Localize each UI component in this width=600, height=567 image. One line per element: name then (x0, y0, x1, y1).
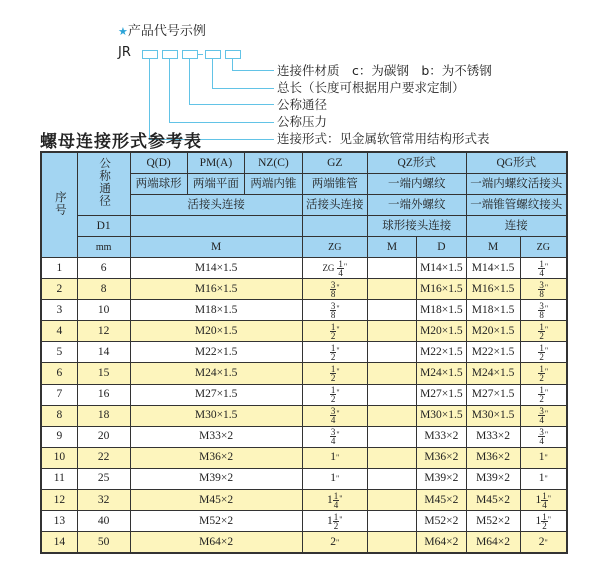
inch-mark: " (544, 453, 548, 463)
header-qg-conn2: 连接 (466, 216, 567, 237)
fraction: $\frac{3}{8}$ (330, 279, 336, 299)
nut-connection-table (40, 151, 568, 554)
cell-qz-d: M27×1.5 (417, 384, 466, 405)
cell-qg-m: M22×1.5 (466, 342, 520, 363)
cell-zg (302, 300, 367, 321)
cell-qz-m (367, 532, 416, 554)
cell-m: M18×1.5 (130, 300, 302, 321)
cell-qg-zg (520, 511, 567, 532)
header-qz-m: M (367, 237, 416, 258)
fraction: $\frac{1}{2}$ (542, 511, 547, 531)
header-qz-conn2: 球形接头连接 (367, 216, 466, 237)
cell-qz-m (367, 511, 416, 532)
header-qg-m: M (466, 237, 520, 258)
cell-qg-m: M39×2 (466, 468, 520, 489)
fraction: $\frac{1}{2}$ (539, 321, 544, 341)
inch-mark: " (336, 409, 340, 419)
code-prefix: JR (118, 45, 131, 60)
inch-mark: " (336, 282, 340, 292)
cell-m: M52×2 (130, 511, 302, 532)
cell-m: M27×1.5 (130, 384, 302, 405)
fraction: $\frac{1}{2}$ (330, 385, 336, 405)
cell-zg (302, 405, 367, 426)
code-desc-material: 连接件材质 c：为碳钢 b：为不锈钢 (277, 63, 492, 78)
fraction: $\frac{1}{4}$ (338, 258, 343, 278)
cell-qz-m (367, 363, 416, 384)
inch-mark: " (336, 474, 340, 484)
cell-qg-m: M20×1.5 (466, 321, 520, 342)
cell-qg-zg (520, 405, 567, 426)
inch-mark: " (544, 303, 549, 313)
cell-qz-d: M64×2 (417, 532, 466, 554)
inch-mark: " (544, 388, 549, 398)
header-qz-desc: 一端内螺纹 (367, 174, 466, 195)
cell-m: M39×2 (130, 468, 302, 489)
code-box (162, 50, 178, 59)
cell-qg-m: M18×1.5 (466, 300, 520, 321)
table-row (41, 532, 567, 554)
cell-m: M22×1.5 (130, 342, 302, 363)
cell-qz-m (367, 405, 416, 426)
cell-zg (302, 447, 367, 468)
inch-mark: " (544, 367, 549, 377)
whole: 2 (538, 535, 545, 548)
fraction: $\frac{3}{4}$ (330, 427, 336, 447)
code-dash (198, 54, 203, 55)
cell-dn: 12 (77, 321, 130, 342)
header-nz: NZ(C) (245, 152, 302, 174)
fraction: $\frac{3}{4}$ (539, 427, 544, 447)
cell-dn: 8 (77, 279, 130, 300)
table-row (41, 384, 567, 405)
cell-qz-d: M52×2 (417, 511, 466, 532)
header-qz: QZ形式 (367, 152, 466, 174)
table-row (41, 363, 567, 384)
table-row (41, 468, 567, 489)
cell-seq: 4 (41, 321, 77, 342)
cell-seq: 13 (41, 511, 77, 532)
code-desc-diameter: 公称通径 (277, 97, 328, 112)
cell-seq: 10 (41, 447, 77, 468)
cell-zg (302, 384, 367, 405)
table-row (41, 258, 567, 279)
fraction: $\frac{1}{4}$ (539, 258, 544, 278)
cell-qz-m (367, 279, 416, 300)
cell-qz-d: M36×2 (417, 447, 466, 468)
header-q: Q(D) (130, 152, 187, 174)
cell-qz-d: M22×1.5 (417, 342, 466, 363)
fraction: $\frac{3}{8}$ (330, 300, 336, 320)
code-box (182, 50, 198, 59)
star-icon: ★ (118, 25, 128, 38)
fraction: $\frac{1}{4}$ (542, 490, 547, 510)
fraction: $\frac{3}{4}$ (330, 406, 336, 426)
cell-dn: 22 (77, 447, 130, 468)
inch-mark: " (336, 453, 340, 463)
fraction: $\frac{1}{2}$ (539, 342, 544, 362)
cell-dn: 15 (77, 363, 130, 384)
code-example-title: ★产品代号示例 (118, 24, 206, 39)
inch-mark: " (544, 282, 549, 292)
cell-qg-zg (520, 468, 567, 489)
inch-mark: " (544, 474, 548, 484)
header-gz: GZ (302, 152, 367, 174)
fraction: $\frac{1}{2}$ (539, 364, 544, 384)
cell-zg (302, 363, 367, 384)
table-row (41, 279, 567, 300)
cell-seq: 9 (41, 426, 77, 447)
cell-qg-zg (520, 384, 567, 405)
header-nz-desc: 两端内锥 (245, 174, 302, 195)
fraction: $\frac{1}{2}$ (333, 511, 339, 531)
cell-dn: 20 (77, 426, 130, 447)
inch-mark: " (336, 303, 340, 313)
cell-qg-zg (520, 490, 567, 511)
cell-qz-m (367, 258, 416, 279)
header-gz-conn: 活接头连接 (302, 195, 367, 216)
cell-qg-m: M16×1.5 (466, 279, 520, 300)
cell-qz-d: M30×1.5 (417, 405, 466, 426)
table-row (41, 321, 567, 342)
fraction: $\frac{3}{8}$ (539, 279, 544, 299)
code-desc-pressure: 公称压力 (277, 114, 328, 129)
cell-qz-d: M45×2 (417, 490, 466, 511)
header-mm: mm (77, 237, 130, 258)
whole: 1 (330, 451, 336, 464)
cell-qz-m (367, 490, 416, 511)
header-qz-conn: 一端外螺纹 (367, 195, 466, 216)
cell-seq: 3 (41, 300, 77, 321)
whole: 1 (327, 514, 333, 527)
whole: 1 (330, 472, 336, 485)
header-qg: QG形式 (466, 152, 567, 174)
inch-mark: " (343, 261, 348, 271)
table-row (41, 511, 567, 532)
header-nominal: 公称通径 (77, 152, 130, 216)
header-gz-desc: 两端锥管 (302, 174, 367, 195)
code-box (205, 50, 221, 59)
cell-m: M45×2 (130, 490, 302, 511)
inch-mark: " (544, 324, 549, 334)
cell-seq: 14 (41, 532, 77, 554)
cell-m: M20×1.5 (130, 321, 302, 342)
cell-qg-m: M45×2 (466, 490, 520, 511)
cell-qg-zg (520, 426, 567, 447)
fraction: $\frac{3}{4}$ (539, 406, 544, 426)
cell-zg (302, 279, 367, 300)
cell-zg (302, 532, 367, 554)
cell-zg (302, 258, 367, 279)
cell-dn: 32 (77, 490, 130, 511)
cell-dn: 16 (77, 384, 130, 405)
fraction: $\frac{1}{4}$ (333, 490, 339, 510)
cell-qg-m: M33×2 (466, 426, 520, 447)
cell-qg-zg (520, 258, 567, 279)
section-title: 螺母连接形式参考表 (40, 132, 202, 152)
cell-m: M24×1.5 (130, 363, 302, 384)
inch-mark: " (544, 409, 549, 419)
cell-m: M64×2 (130, 532, 302, 554)
cell-seq: 8 (41, 405, 77, 426)
header-m: M (130, 237, 302, 258)
cell-qg-m: M24×1.5 (466, 363, 520, 384)
zg-prefix: ZG (322, 262, 335, 273)
cell-qz-m (367, 447, 416, 468)
cell-qz-d: M24×1.5 (417, 363, 466, 384)
cell-qz-d: M14×1.5 (417, 258, 466, 279)
table-row (41, 447, 567, 468)
cell-qz-m (367, 384, 416, 405)
cell-qg-zg (520, 532, 567, 554)
cell-m: M14×1.5 (130, 258, 302, 279)
cell-dn: 14 (77, 342, 130, 363)
cell-dn: 18 (77, 405, 130, 426)
cell-qz-d: M33×2 (417, 426, 466, 447)
cell-dn: 25 (77, 468, 130, 489)
cell-qg-m: M64×2 (466, 532, 520, 554)
cell-dn: 6 (77, 258, 130, 279)
whole: 1 (538, 451, 545, 464)
cell-qg-zg (520, 300, 567, 321)
cell-dn: 10 (77, 300, 130, 321)
code-box (225, 50, 241, 59)
cell-m: M16×1.5 (130, 279, 302, 300)
inch-mark: " (336, 388, 340, 398)
header-pm: PM(A) (187, 152, 245, 174)
inch-mark: " (544, 537, 548, 547)
inch-mark: " (544, 261, 549, 271)
inch-mark: " (336, 324, 340, 334)
header-qg-desc: 一端内螺纹活接头 (466, 174, 567, 195)
cell-seq: 2 (41, 279, 77, 300)
code-box (142, 50, 158, 59)
cell-qz-m (367, 321, 416, 342)
inch-mark: " (336, 430, 340, 440)
inch-mark: " (336, 537, 340, 547)
inch-mark: " (544, 345, 549, 355)
table-row (41, 426, 567, 447)
cell-qg-m: M52×2 (466, 511, 520, 532)
whole: 1 (535, 514, 542, 527)
cell-seq: 11 (41, 468, 77, 489)
header-d1: D1 (77, 216, 130, 237)
table-row (41, 300, 567, 321)
cell-qg-zg (520, 342, 567, 363)
cell-m: M33×2 (130, 426, 302, 447)
inch-mark: " (547, 514, 552, 524)
header-qg-conn: 一端锥管螺纹接头 (466, 195, 567, 216)
cell-seq: 12 (41, 490, 77, 511)
cell-m: M30×1.5 (130, 405, 302, 426)
fraction: $\frac{1}{2}$ (330, 321, 336, 341)
cell-qg-m: M36×2 (466, 447, 520, 468)
cell-zg (302, 490, 367, 511)
cell-dn: 50 (77, 532, 130, 554)
table-row (41, 405, 567, 426)
header-qz-d: D (417, 237, 466, 258)
fraction: $\frac{1}{2}$ (330, 364, 336, 384)
cell-zg (302, 426, 367, 447)
cell-qg-m: M27×1.5 (466, 384, 520, 405)
fraction: $\frac{1}{2}$ (330, 342, 336, 362)
cell-seq: 6 (41, 363, 77, 384)
cell-seq: 7 (41, 384, 77, 405)
code-desc-connection: 连接形式：见金属软管常用结构形式表 (277, 131, 490, 146)
cell-qz-m (367, 342, 416, 363)
header-pm-desc: 两端平面 (187, 174, 245, 195)
cell-qz-d: M16×1.5 (417, 279, 466, 300)
whole: 1 (535, 493, 542, 506)
cell-qg-m: M30×1.5 (466, 405, 520, 426)
cell-dn: 40 (77, 511, 130, 532)
whole: 1 (538, 472, 545, 485)
whole: 1 (327, 493, 333, 506)
header-zg: ZG (302, 237, 367, 258)
cell-qg-zg (520, 447, 567, 468)
inch-mark: " (339, 493, 343, 503)
cell-seq: 1 (41, 258, 77, 279)
cell-qz-m (367, 300, 416, 321)
inch-mark: " (339, 514, 343, 524)
table-row (41, 490, 567, 511)
cell-qg-m: M14×1.5 (466, 258, 520, 279)
cell-qz-m (367, 468, 416, 489)
cell-m: M36×2 (130, 447, 302, 468)
cell-qz-d: M39×2 (417, 468, 466, 489)
inch-mark: " (547, 493, 552, 503)
fraction: $\frac{1}{2}$ (539, 385, 544, 405)
header-qg-zg: ZG (520, 237, 567, 258)
inch-mark: " (544, 430, 549, 440)
cell-zg (302, 342, 367, 363)
header-q-desc: 两端球形 (130, 174, 187, 195)
header-seq: 序号 (41, 152, 77, 258)
fraction: $\frac{3}{8}$ (539, 300, 544, 320)
inch-mark: " (336, 367, 340, 377)
cell-qz-m (367, 426, 416, 447)
cell-zg (302, 511, 367, 532)
header-qpn-conn: 活接头连接 (130, 195, 302, 216)
whole: 2 (330, 535, 336, 548)
cell-qg-zg (520, 363, 567, 384)
table-row (41, 342, 567, 363)
cell-zg (302, 468, 367, 489)
cell-qg-zg (520, 279, 567, 300)
inch-mark: " (336, 345, 340, 355)
cell-zg (302, 321, 367, 342)
cell-qz-d: M18×1.5 (417, 300, 466, 321)
cell-qg-zg (520, 321, 567, 342)
code-desc-length: 总长（长度可根据用户要求定制） (277, 80, 465, 95)
cell-seq: 5 (41, 342, 77, 363)
cell-qz-d: M20×1.5 (417, 321, 466, 342)
